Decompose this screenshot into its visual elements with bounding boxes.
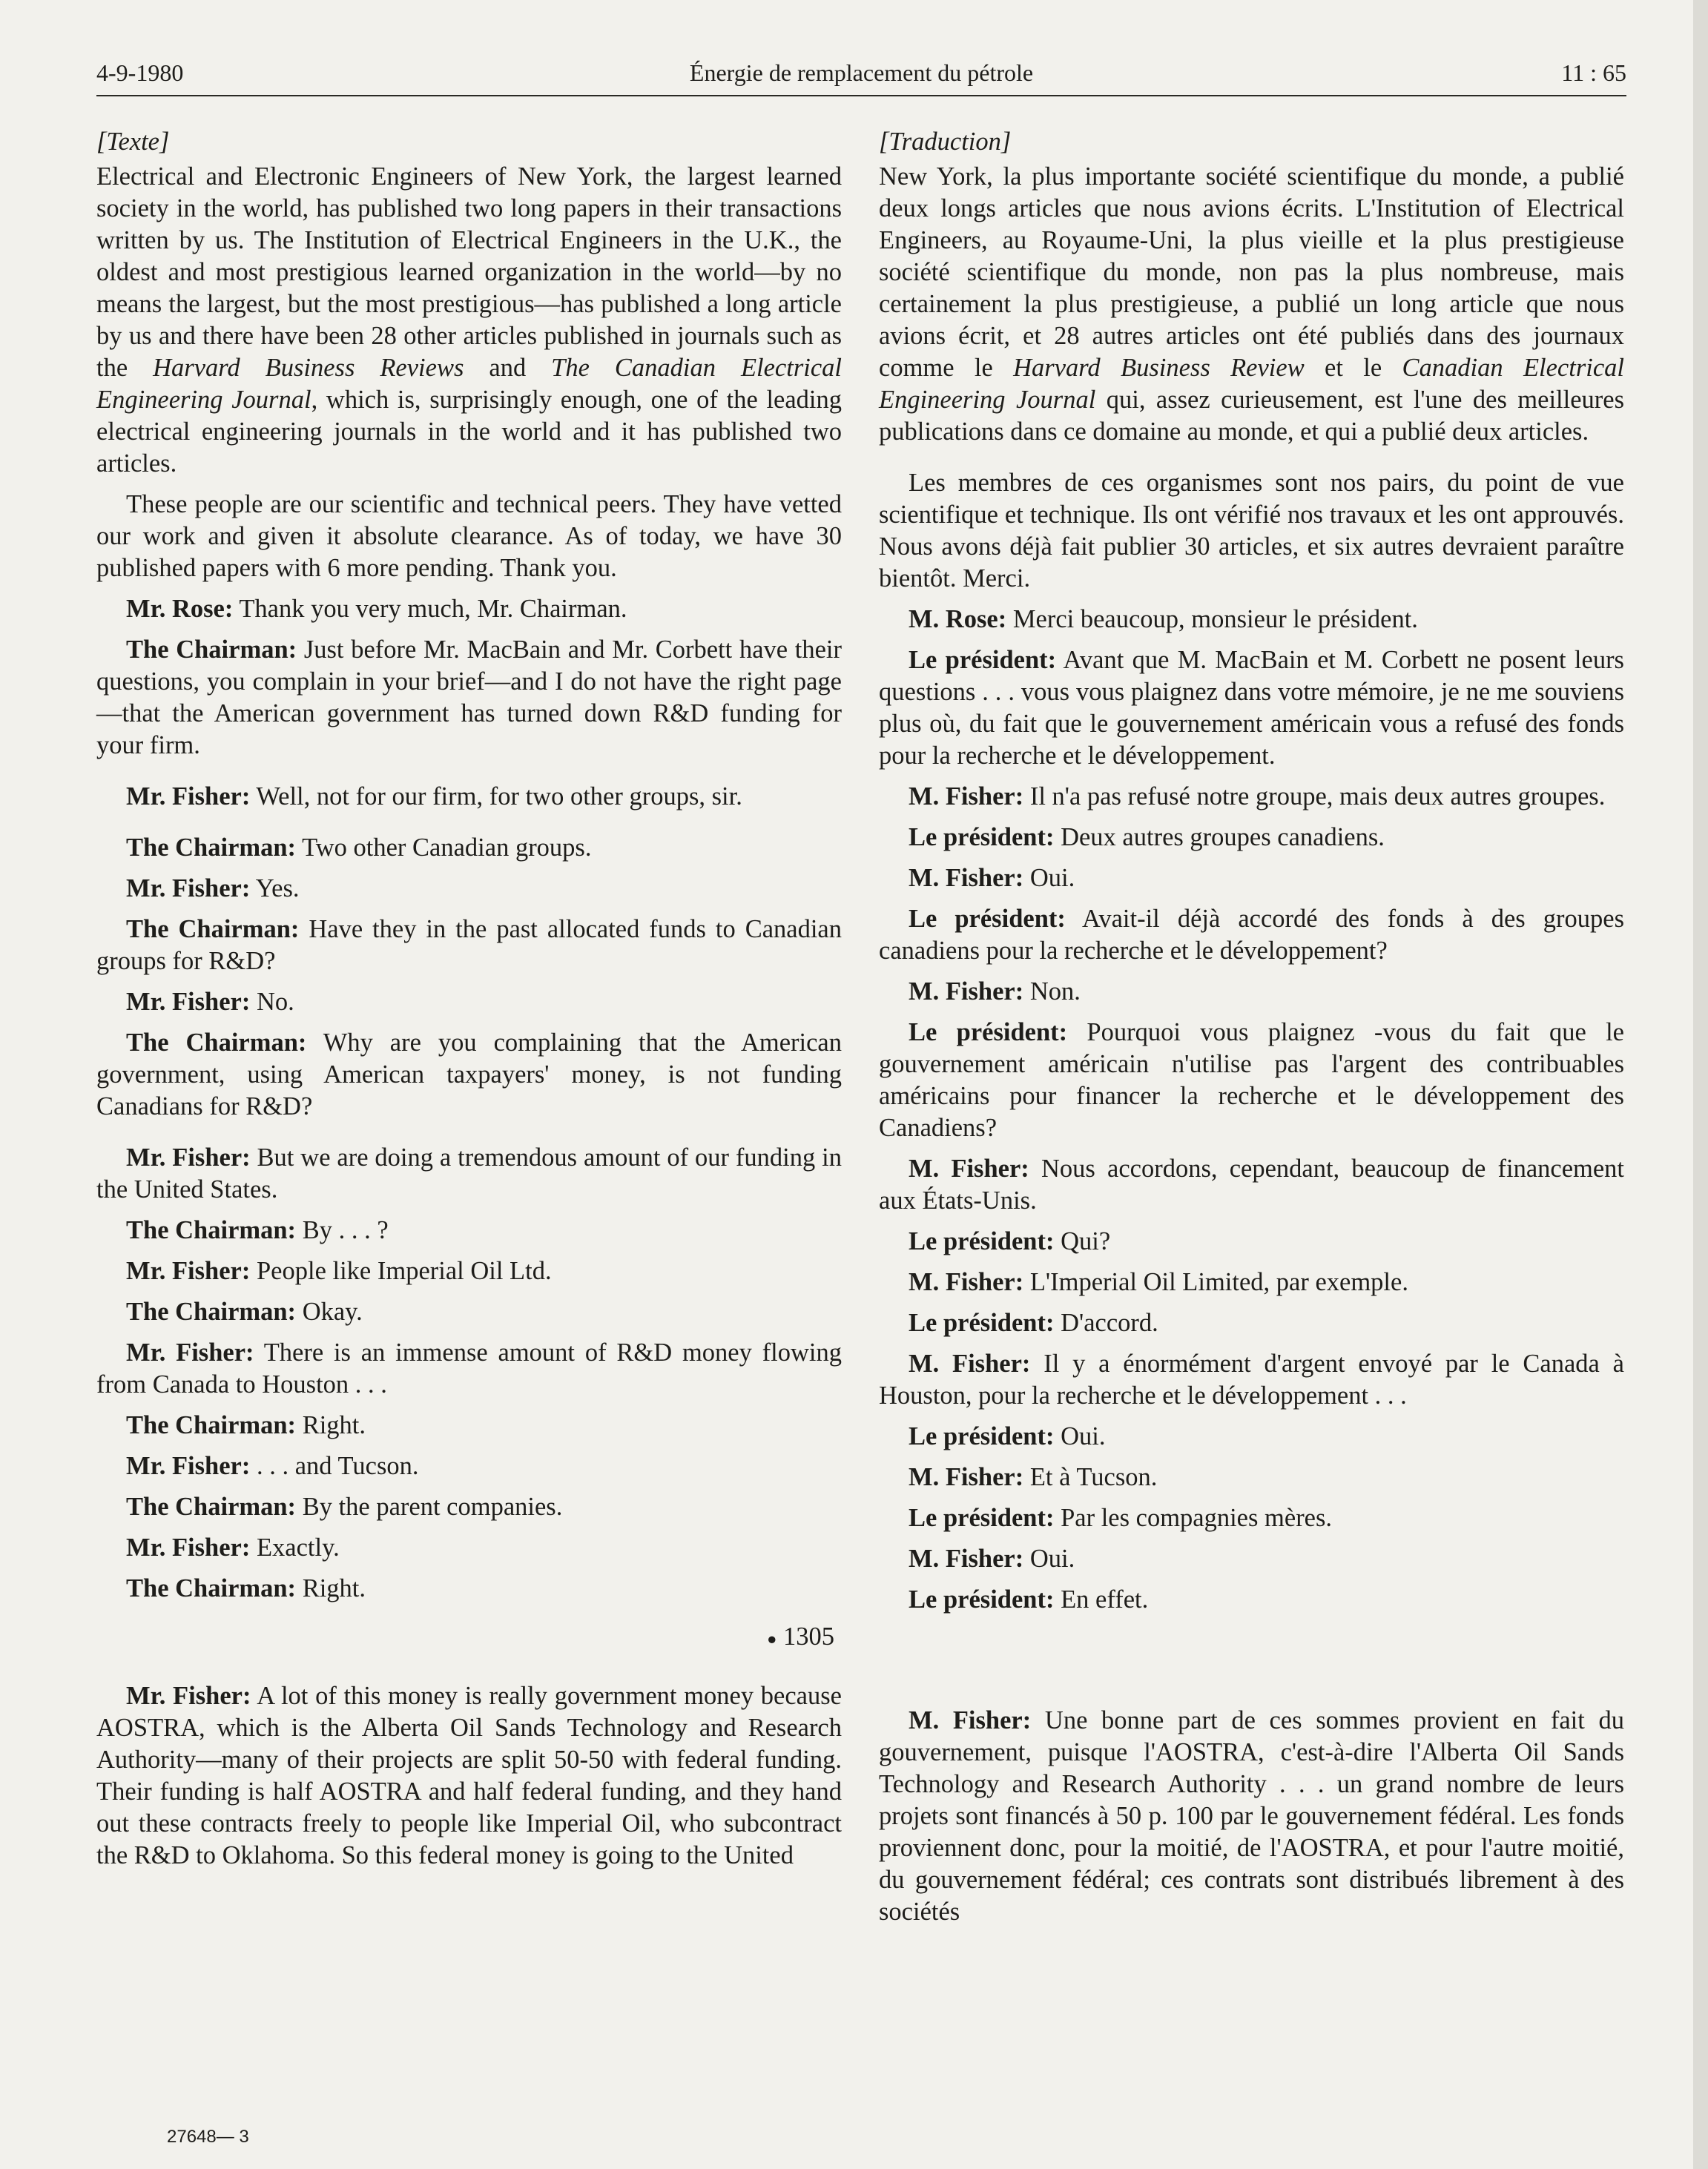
speaker: M. Fisher: <box>909 1463 1024 1491</box>
dialogue-line: Le président: D'accord. <box>909 1309 1158 1337</box>
speaker: The Chairman: <box>126 1493 297 1521</box>
dialogue-line: Mr. Fisher: Well, not for our firm, for two other groups, sir. <box>126 782 742 811</box>
dialogue-line: Mr. Fisher: No. <box>126 988 294 1016</box>
speaker: M. Rose: <box>909 605 1007 633</box>
speaker: M. Fisher: <box>909 1545 1024 1573</box>
speaker: Mr. Fisher: <box>126 1452 251 1480</box>
dialogue-line: The Chairman: Have they in the past allocated funds to Canadian groups for R&D? <box>96 915 842 975</box>
speaker: M. Fisher: <box>909 1706 1032 1734</box>
dialogue-line: Le président: Avait-il déjà accordé des fonds à des groupes canadiens pour la recherche et le développement? <box>879 905 1624 965</box>
section-marker: [Traduction] <box>879 128 1012 156</box>
dialogue-line: Mr. Fisher: But we are doing a tremendous amount of our funding in the United States. <box>96 1143 842 1204</box>
dialogue-line: The Chairman: Right. <box>126 1411 366 1439</box>
dialogue-line: Le président: Qui? <box>909 1227 1111 1255</box>
speaker: M. Fisher: <box>909 782 1024 811</box>
dialogue-line: M. Fisher: Nous accordons, cependant, beaucoup de financement aux États-Unis. <box>879 1155 1624 1215</box>
speaker: Mr. Fisher: <box>126 1257 251 1285</box>
speaker: Mr. Rose: <box>126 595 234 623</box>
speaker: M. Fisher: <box>909 864 1024 892</box>
dialogue-line: M. Fisher: Non. <box>909 977 1081 1006</box>
speaker: M. Fisher: <box>909 977 1024 1006</box>
speaker: The Chairman: <box>126 1029 307 1057</box>
dialogue-line: The Chairman: Two other Canadian groups. <box>126 833 592 862</box>
dialogue-line: Mr. Fisher: There is an immense amount of R&D money flowing from Canada to Houston . . . <box>96 1338 842 1399</box>
speaker: Le président: <box>909 823 1055 851</box>
dialogue-line: Mr. Fisher: Yes. <box>126 874 300 902</box>
speaker: Le président: <box>909 905 1066 933</box>
dialogue-line: Mr. Fisher: . . . and Tucson. <box>126 1452 419 1480</box>
time-stamp: ● 1305 <box>767 1622 834 1651</box>
speaker: Le président: <box>909 1018 1068 1046</box>
dialogue-line: Le président: Par les compagnies mères. <box>909 1504 1333 1532</box>
speaker: Mr. Fisher: <box>126 874 251 902</box>
french-column <box>879 126 1624 1937</box>
speaker: M. Fisher: <box>909 1155 1029 1183</box>
dialogue-line: The Chairman: Why are you complaining that the American government, using American taxpayers' money, is not funding Canadians for R&D? <box>96 1029 842 1120</box>
speaker: The Chairman: <box>126 1216 297 1244</box>
speaker: Mr. Fisher: <box>126 988 251 1016</box>
header-page-number: 11 : 65 <box>1561 59 1626 86</box>
dialogue-line: The Chairman: Right. <box>126 1574 366 1602</box>
speaker: Mr. Fisher: <box>126 1338 254 1367</box>
paragraph: Les membres de ces organismes sont nos pairs, du point de vue scientifique et technique. Ils ont vérifié nos travaux et les ont approuvés. Nous avons déjà fait publier 30 articles, et six autres devraient paraître bientôt. Merci. <box>879 469 1624 592</box>
speaker: The Chairman: <box>126 1574 297 1602</box>
dialogue-line: The Chairman: Okay. <box>126 1298 363 1326</box>
header-title: Énergie de remplacement du pétrole <box>689 59 1034 86</box>
dialogue-line: The Chairman: By . . . ? <box>126 1216 389 1244</box>
dialogue-line: The Chairman: Just before Mr. MacBain and Mr. Corbett have their questions, you complain in your brief—and I do not have the right page—that the American government has turned down R&D funding for your firm. <box>96 635 842 759</box>
dialogue-line: Le président: Pourquoi vous plaignez -vous du fait que le gouvernement américain n'utilise pas l'argent des contribuables américains pour financer la recherche et le développement des Canadiens? <box>879 1018 1624 1142</box>
paragraph: New York, la plus importante société scientifique du monde, a publié deux longs articles que nous avions écrits. L'Institution of Electrical Engineers, au Royaume-Uni, la plus vieille et la plus prestigieuse société scientifique du monde, non pas la plus nombreuse, mais certainement la plus prestigieuse, a publié un long article que nous avions écrit, et 28 autres articles ont été publiés dans des journaux comme le Harvard Business Review et le Canadian Electrical Engineering Journal qui, assez curieusement, est l'une des meilleures publications dans ce domaine au monde, et qui a publié deux articles. <box>879 162 1625 446</box>
dialogue-line: M. Fisher: Oui. <box>909 864 1075 892</box>
dialogue-line: Mr. Fisher: A lot of this money is really government money because AOSTRA, which is the Alberta Oil Sands Technology and Research Authority—many of their projects are split 50-50 with federal funding. Their funding is half AOSTRA and half federal funding, and they hand out these contracts freely to people like Imperial Oil, who subcontract the R&D to Oklahoma. So this federal money is going to the United <box>96 1681 842 1869</box>
paragraph: These people are our scientific and technical peers. They have vetted our work and given it absolute clearance. As of today, we have 30 published papers with 6 more pending. Thank you. <box>96 490 842 582</box>
dialogue-line: M. Fisher: Et à Tucson. <box>909 1463 1158 1491</box>
running-header <box>96 59 1626 96</box>
dialogue-line: M. Fisher: L'Imperial Oil Limited, par exemple. <box>909 1268 1408 1296</box>
english-column <box>96 126 842 1881</box>
speaker: Mr. Fisher: <box>126 782 251 811</box>
speaker: The Chairman: <box>126 635 297 664</box>
dialogue-line: M. Fisher: Il y a énormément d'argent envoyé par le Canada à Houston, pour la recherche et le développement . . . <box>879 1350 1624 1410</box>
speaker: M. Fisher: <box>909 1268 1024 1296</box>
dialogue-line: Mr. Fisher: People like Imperial Oil Ltd. <box>126 1257 552 1285</box>
speaker: Mr. Fisher: <box>126 1534 251 1562</box>
speaker: Le président: <box>909 1504 1055 1532</box>
dialogue-line: M. Fisher: Une bonne part de ces sommes provient en fait du gouvernement, puisque l'AOSTRA, c'est-à-dire l'Alberta Oil Sands Technology and Research Authority . . . un grand nombre de leurs projets sont financés à 50 p. 100 par le gouvernement fédéral. Les fonds proviennent donc, pour la moitié, de l'AOSTRA, et pour l'autre moitié, du gouvernement fédéral; ces contrats sont distribués librement à des sociétés <box>879 1706 1625 1926</box>
section-marker: [Texte] <box>96 128 170 156</box>
speaker: Le président: <box>909 1585 1055 1614</box>
dialogue-line: Mr. Fisher: Exactly. <box>126 1534 340 1562</box>
speaker: M. Fisher: <box>909 1350 1031 1378</box>
dialogue-line: M. Fisher: Oui. <box>909 1545 1075 1573</box>
dialogue-line: Le président: Oui. <box>909 1422 1106 1450</box>
dialogue-line: Le président: Deux autres groupes canadiens. <box>909 823 1385 851</box>
header-date: 4-9-1980 <box>96 59 184 86</box>
dialogue-line: Le président: En effet. <box>909 1585 1149 1614</box>
dialogue-line: M. Fisher: Il n'a pas refusé notre groupe, mais deux autres groupes. <box>909 782 1606 811</box>
speaker: Le président: <box>909 1309 1055 1337</box>
speaker: The Chairman: <box>126 1298 297 1326</box>
speaker: Le président: <box>909 646 1057 674</box>
print-code: 27648— 3 <box>167 2127 249 2147</box>
speaker: Le président: <box>909 1422 1055 1450</box>
speaker: Mr. Fisher: <box>126 1143 251 1172</box>
speaker: Le président: <box>909 1227 1055 1255</box>
speaker: Mr. Fisher: <box>126 1681 251 1710</box>
dialogue-line: Le président: Avant que M. MacBain et M. Corbett ne posent leurs questions . . . vous vous plaignez dans votre mémoire, je ne me souviens plus où, du fait que le gouvernement américain vous a refusé des fonds pour la recherche et le développement. <box>879 646 1624 770</box>
speaker: The Chairman: <box>126 1411 297 1439</box>
dialogue-line: Mr. Rose: Thank you very much, Mr. Chairman. <box>126 595 627 623</box>
speaker: The Chairman: <box>126 915 300 943</box>
page-edge <box>1693 0 1708 2169</box>
bullet-icon: ● <box>767 1629 777 1648</box>
dialogue-line: M. Rose: Merci beaucoup, monsieur le président. <box>909 605 1418 633</box>
paragraph: Electrical and Electronic Engineers of New York, the largest learned society in the world, has published two long papers in their transactions written by us. The Institution of Electrical Engineers in the U.K., the oldest and most prestigious learned organization in the world—by no means the largest, but the most prestigious—has published a long article by us and there have been 28 other articles published in journals such as the Harvard Business Reviews and The Canadian Electrical Engineering Journal, which is, surprisingly enough, one of the leading electrical engineering journals in the world and it has published two articles. <box>96 162 843 478</box>
dialogue-line: The Chairman: By the parent companies. <box>126 1493 563 1521</box>
speaker: The Chairman: <box>126 833 297 862</box>
